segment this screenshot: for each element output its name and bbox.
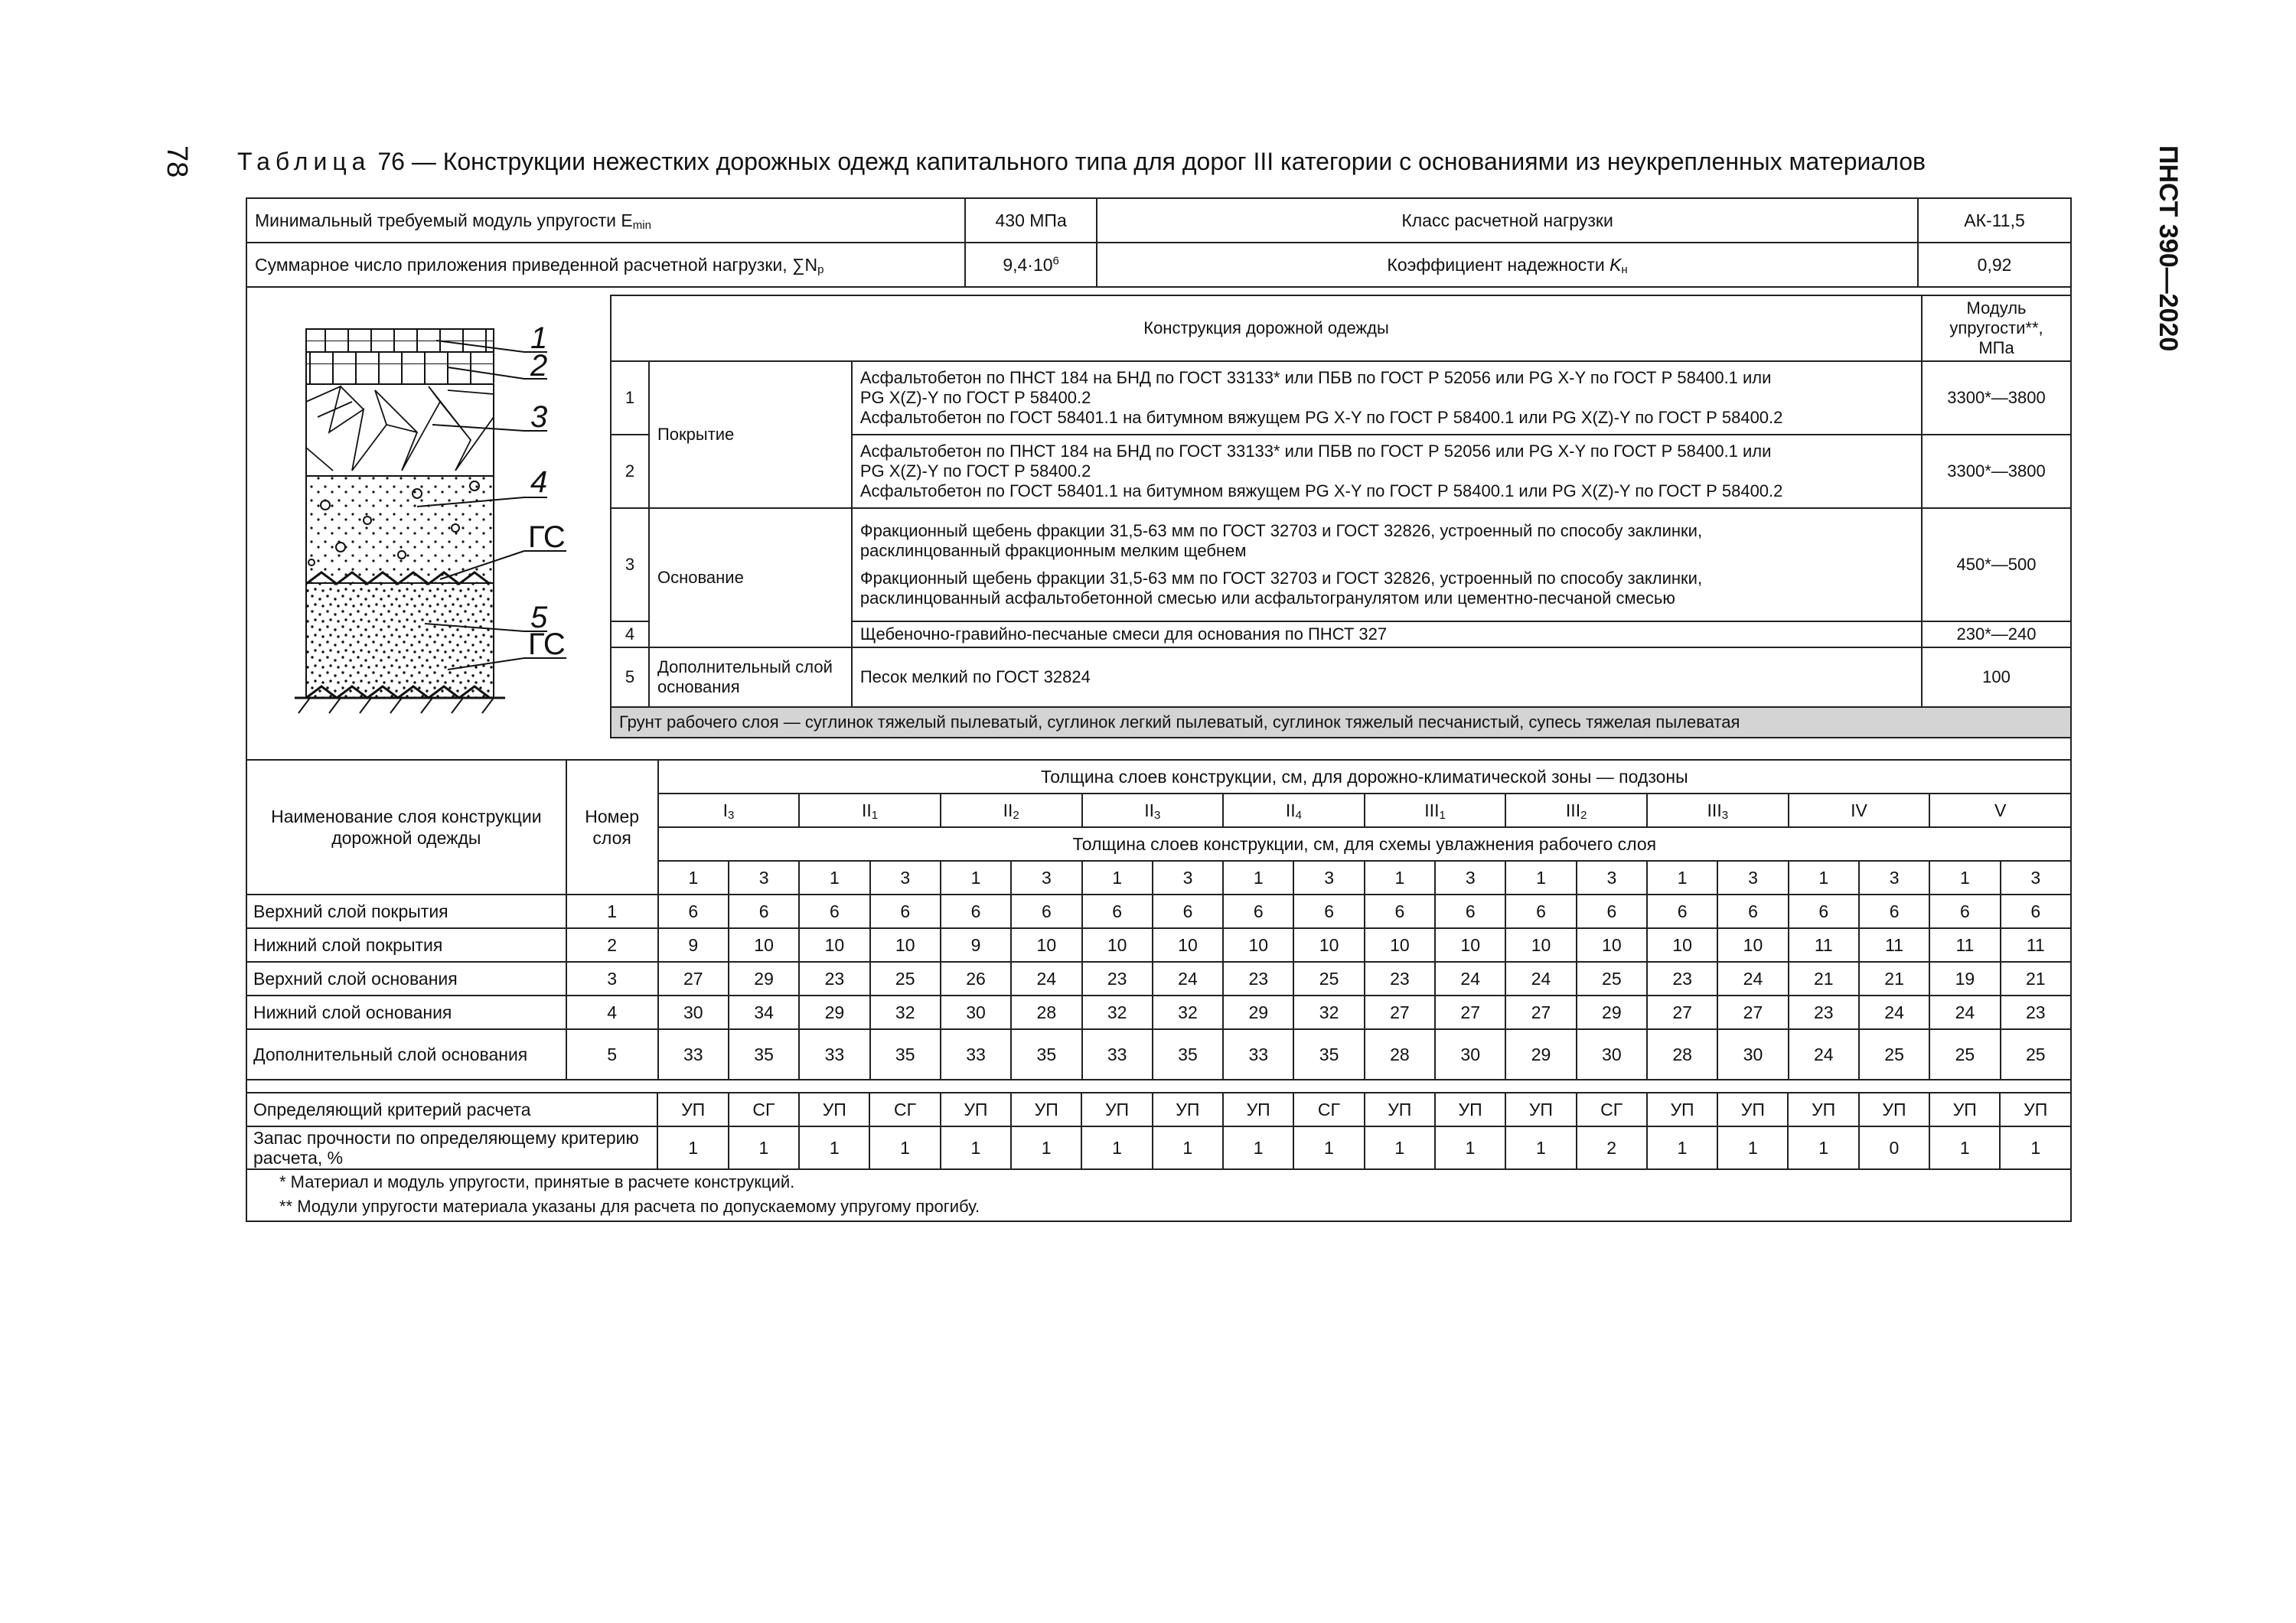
zones-header: Толщина слоев конструкции, см, для дорожно-климатической зоны — подзоны <box>658 760 2071 794</box>
layer-material: Асфальтобетон по ПНСТ 184 на БНД по ГОСТ 33133* или ПБВ по ГОСТ Р 52056 или PG X-Y по ГОСТ Р 58400.1 или PG X(Z)-Y по ГОСТ Р 58400.2 Асфальтобетон по ГОСТ 58401.1 на битумном вяжущем PG X-Y по ГОСТ Р 58400.1 или PG X(Z)-Y по ГОСТ Р 58400.2 <box>852 435 1922 508</box>
load-class-value: АК-11,5 <box>1918 198 2071 243</box>
emin-value: 430 МПа <box>965 198 1097 243</box>
thickness-cell: 30 <box>1435 1029 1505 1080</box>
margin-label: Запас прочности по определяющему критерию расчета, % <box>246 1126 657 1169</box>
page-number: 78 <box>161 145 193 178</box>
zone-header <box>1789 794 1930 827</box>
layer-modulus: 100 <box>1922 647 2071 707</box>
scheme-cell: 1 <box>1505 861 1576 895</box>
scheme-cell: 3 <box>1717 861 1788 895</box>
col-layer-num: Номер слоя <box>566 760 658 895</box>
parameters-table <box>246 197 2072 288</box>
figure-label-5: 5 <box>530 601 548 634</box>
zone-sub: 2 <box>1013 809 1019 822</box>
thickness-cell: 10 <box>1153 928 1223 962</box>
layer-name: Верхний слой покрытия <box>246 895 566 928</box>
scheme-cell: 1 <box>1647 861 1717 895</box>
layer-material: Асфальтобетон по ПНСТ 184 на БНД по ГОСТ 33133* или ПБВ по ГОСТ Р 52056 или PG X-Y по ГОСТ Р 58400.1 или PG X(Z)-Y по ГОСТ Р 58400.2 Асфальтобетон по ГОСТ 58401.1 на битумном вяжущем PG X-Y по ГОСТ Р 58400.1 или PG X(Z)-Y по ГОСТ Р 58400.2 <box>852 361 1922 435</box>
thickness-cell: 23 <box>1789 996 1859 1029</box>
zone-base: III <box>1565 800 1581 820</box>
layer-num: 3 <box>611 508 649 621</box>
criterion-cell: СГ <box>1577 1093 1647 1126</box>
thickness-cell: 24 <box>1153 962 1223 996</box>
thickness-cell: 10 <box>1435 928 1505 962</box>
zone-sub: 1 <box>1439 809 1446 822</box>
thickness-cell: 10 <box>1717 928 1788 962</box>
scheme-cell: 3 <box>1011 861 1081 895</box>
layer-4-gravel-mix <box>306 476 494 583</box>
thickness-cell: 21 <box>1789 962 1859 996</box>
soil-row: Грунт рабочего слоя — суглинок тяжелый пылеватый, суглинок легкий пылеватый, суглинок тяжелый песчанистый, супесь тяжелая пылеватая <box>611 707 2071 738</box>
footnote-1: * Материал и модуль упругости, принятые в расчете конструкций. <box>279 1172 795 1191</box>
zone-header <box>1929 794 2071 827</box>
figure-label-1: 1 <box>530 321 548 355</box>
layer-modulus: 3300*—3800 <box>1922 435 2071 508</box>
margin-cell: 1 <box>1788 1126 1858 1169</box>
margin-cell: 1 <box>1647 1126 1717 1169</box>
zone-header <box>1223 794 1365 827</box>
thickness-cell: 6 <box>870 895 941 928</box>
zone-base: II <box>1003 800 1013 820</box>
thickness-cell: 25 <box>1929 1029 2000 1080</box>
criterion-cell: УП <box>1717 1093 1788 1126</box>
thickness-cell: 25 <box>1293 962 1364 996</box>
criterion-cell: УП <box>657 1093 728 1126</box>
thickness-cell: 30 <box>658 996 729 1029</box>
margin-cell: 1 <box>2000 1126 2071 1169</box>
criterion-cell: СГ <box>869 1093 940 1126</box>
margin-cell: 1 <box>1365 1126 1435 1169</box>
thickness-cell: 33 <box>941 1029 1011 1080</box>
criterion-cell: УП <box>2000 1093 2071 1126</box>
thickness-cell: 32 <box>870 996 941 1029</box>
thickness-cell: 6 <box>1365 895 1435 928</box>
layer-material: Фракционный щебень фракции 31,5-63 мм по ГОСТ 32703 и ГОСТ 32826, устроенный по способу заклинки, расклинцованный фракционным мелким щебнем Фракционный щебень фракции 31,5-63 мм по ГОСТ 32703 и ГОСТ 32826, устроенный по способу заклинки, расклинцованный асфальтобетонной смесью или асфальтогранулятом или цементно-песчаной смесью <box>852 508 1922 621</box>
layer-number: 1 <box>566 895 658 928</box>
thickness-cell: 24 <box>1859 996 1929 1029</box>
scheme-cell: 1 <box>1223 861 1293 895</box>
zone-header <box>1647 794 1789 827</box>
thickness-cell: 11 <box>2001 928 2071 962</box>
thickness-cell: 11 <box>1929 928 2000 962</box>
title-text: 76 — Конструкции нежестких дорожных одежд капитального типа для дорог III категории с основаниями из неукрепленных материалов <box>370 148 1926 175</box>
layers-table <box>610 295 2072 738</box>
layer-num: 1 <box>611 361 649 435</box>
zone-header <box>1082 794 1224 827</box>
criterion-label: Определяющий критерий расчета <box>246 1093 657 1126</box>
thickness-cell: 6 <box>1647 895 1717 928</box>
thickness-cell: 35 <box>1153 1029 1223 1080</box>
thickness-cell: 6 <box>1717 895 1788 928</box>
thickness-cell: 23 <box>1223 962 1293 996</box>
thickness-cell: 10 <box>1082 928 1153 962</box>
thickness-cell: 24 <box>1789 1029 1859 1080</box>
thickness-cell: 23 <box>1365 962 1435 996</box>
criterion-cell: УП <box>799 1093 869 1126</box>
thickness-cell: 6 <box>1223 895 1293 928</box>
thickness-cell: 6 <box>1789 895 1859 928</box>
thickness-cell: 35 <box>1011 1029 1081 1080</box>
zone-sub: 3 <box>1721 809 1729 822</box>
layer-number: 4 <box>566 996 658 1029</box>
zone-header <box>1365 794 1506 827</box>
margin-cell: 1 <box>1717 1126 1788 1169</box>
group-extra: Дополнительный слой основания <box>649 647 852 707</box>
thickness-cell: 9 <box>941 928 1011 962</box>
kn-value: 0,92 <box>1918 243 2071 287</box>
scheme-cell: 3 <box>729 861 799 895</box>
thickness-cell: 6 <box>1435 895 1505 928</box>
thickness-cell: 9 <box>658 928 729 962</box>
thickness-cell: 35 <box>1293 1029 1364 1080</box>
criterion-cell: СГ <box>729 1093 799 1126</box>
scheme-cell: 1 <box>1929 861 2000 895</box>
zone-sub: 2 <box>1580 809 1587 822</box>
zone-base: II <box>1144 800 1155 820</box>
thickness-cell: 27 <box>1365 996 1435 1029</box>
col-layer-name: Наименование слоя конструкции дорожной одежды <box>246 760 566 895</box>
criterion-cell: УП <box>1081 1093 1152 1126</box>
thickness-cell: 29 <box>1577 996 1647 1029</box>
layer-num: 4 <box>611 621 649 647</box>
zone-header <box>1505 794 1647 827</box>
load-class-label: Класс расчетной нагрузки <box>1097 198 1918 243</box>
thickness-cell: 35 <box>729 1029 799 1080</box>
scheme-cell: 1 <box>799 861 869 895</box>
footnotes <box>246 1171 2072 1220</box>
criterion-cell: УП <box>1365 1093 1435 1126</box>
thickness-cell: 24 <box>1011 962 1081 996</box>
thickness-cell: 32 <box>1293 996 1364 1029</box>
table-title <box>237 148 1926 176</box>
criterion-cell: УП <box>1435 1093 1505 1126</box>
thickness-cell: 10 <box>1365 928 1435 962</box>
margin-cell: 1 <box>869 1126 940 1169</box>
thickness-cell: 6 <box>2001 895 2071 928</box>
zone-sub: 3 <box>1154 809 1161 822</box>
criterion-cell: УП <box>1011 1093 1081 1126</box>
layer-3-crushed-stone <box>306 384 494 476</box>
thickness-cell: 6 <box>941 895 1011 928</box>
np-value: $9,4\cdot 10^6$ <box>965 243 1097 287</box>
footnote-2: ** Модули упругости материала указаны для расчета по допускаемому упругому прогибу. <box>279 1197 980 1216</box>
zone-base: III <box>1424 800 1440 820</box>
thickness-cell: 10 <box>1293 928 1364 962</box>
thickness-cell: 24 <box>1505 962 1576 996</box>
thickness-cell: 24 <box>1435 962 1505 996</box>
figure-label-4: 4 <box>530 465 548 499</box>
thickness-cell: 33 <box>1082 1029 1153 1080</box>
layer-name: Дополнительный слой основания <box>246 1029 566 1080</box>
thickness-cell: 11 <box>1789 928 1859 962</box>
zone-sub: 4 <box>1295 809 1302 822</box>
margin-cell: 1 <box>941 1126 1011 1169</box>
scheme-cell: 1 <box>658 861 729 895</box>
group-cover: Покрытие <box>649 361 852 508</box>
thickness-cell: 33 <box>1223 1029 1293 1080</box>
thickness-cell: 27 <box>1505 996 1576 1029</box>
thickness-cell: 26 <box>941 962 1011 996</box>
margin-cell: 1 <box>1011 1126 1081 1169</box>
layer-name: Нижний слой покрытия <box>246 928 566 962</box>
zone-header <box>799 794 941 827</box>
figure-label-3: 3 <box>530 400 548 434</box>
thickness-cell: 35 <box>870 1029 941 1080</box>
thickness-cell: 6 <box>1153 895 1223 928</box>
zone-base: II <box>1285 800 1296 820</box>
criterion-cell: УП <box>1929 1093 2000 1126</box>
zone-base: III <box>1707 800 1722 820</box>
thickness-cell: 33 <box>658 1029 729 1080</box>
scheme-cell: 1 <box>1082 861 1153 895</box>
col-construction: Конструкция дорожной одежды <box>611 295 1922 361</box>
thickness-cell: 25 <box>870 962 941 996</box>
layer-number: 3 <box>566 962 658 996</box>
criterion-cell: УП <box>1647 1093 1717 1126</box>
margin-cell: 1 <box>1153 1126 1223 1169</box>
zone-base: IV <box>1851 800 1867 820</box>
criteria-table <box>246 1092 2072 1170</box>
thickness-cell: 27 <box>1717 996 1788 1029</box>
layer-name: Верхний слой основания <box>246 962 566 996</box>
scheme-cell: 3 <box>2001 861 2071 895</box>
thickness-cell: 27 <box>1435 996 1505 1029</box>
scheme-cell: 3 <box>870 861 941 895</box>
thickness-cell: 30 <box>941 996 1011 1029</box>
scheme-cell: 1 <box>941 861 1011 895</box>
criterion-cell: СГ <box>1293 1093 1364 1126</box>
margin-cell: 1 <box>657 1126 728 1169</box>
thickness-cell: 6 <box>1293 895 1364 928</box>
thickness-cell: 6 <box>729 895 799 928</box>
thickness-cell: 27 <box>1647 996 1717 1029</box>
thickness-cell: 27 <box>658 962 729 996</box>
thickness-cell: 6 <box>1011 895 1081 928</box>
scheme-cell: 3 <box>1293 861 1364 895</box>
layer-5-sand <box>306 583 494 698</box>
thickness-table <box>246 759 2072 1080</box>
thickness-cell: 10 <box>870 928 941 962</box>
scheme-cell: 3 <box>1859 861 1929 895</box>
scheme-cell: 1 <box>1365 861 1435 895</box>
figure-label-gs-lower: ГС <box>528 627 566 661</box>
thickness-cell: 10 <box>1223 928 1293 962</box>
thickness-cell: 28 <box>1647 1029 1717 1080</box>
thickness-cell: 19 <box>1929 962 2000 996</box>
criterion-cell: УП <box>1859 1093 1929 1126</box>
layer-number: 2 <box>566 928 658 962</box>
thickness-cell: 21 <box>1859 962 1929 996</box>
layer-num: 2 <box>611 435 649 508</box>
thickness-cell: 10 <box>1577 928 1647 962</box>
layer-material: Песок мелкий по ГОСТ 32824 <box>852 647 1922 707</box>
criterion-cell: УП <box>1505 1093 1576 1126</box>
layer-modulus: 450*—500 <box>1922 508 2071 621</box>
zone-header <box>658 794 800 827</box>
scheme-cell: 3 <box>1153 861 1223 895</box>
layer-material: Щебеночно-гравийно-песчаные смеси для основания по ПНСТ 327 <box>852 621 1922 647</box>
thickness-cell: 30 <box>1717 1029 1788 1080</box>
thickness-cell: 23 <box>1647 962 1717 996</box>
scheme-cell: 1 <box>1789 861 1859 895</box>
zone-base: II <box>862 800 872 820</box>
col-modulus: Модуль упругости**, МПа <box>1922 295 2071 361</box>
scheme-cell: 3 <box>1577 861 1647 895</box>
scheme-cell: 3 <box>1435 861 1505 895</box>
margin-cell: 1 <box>1929 1126 2000 1169</box>
thickness-cell: 33 <box>799 1029 869 1080</box>
np-label: Суммарное число приложения приведенной расчетной нагрузки, $\sum N_р$ <box>246 243 965 287</box>
thickness-cell: 34 <box>729 996 799 1029</box>
emin-label: Минимальный требуемый модуль упругости $E_{min}$ <box>246 198 965 243</box>
thickness-cell: 29 <box>729 962 799 996</box>
thickness-cell: 23 <box>799 962 869 996</box>
margin-cell: 1 <box>729 1126 799 1169</box>
criterion-cell: УП <box>1788 1093 1858 1126</box>
thickness-cell: 6 <box>1577 895 1647 928</box>
thickness-cell: 10 <box>1505 928 1576 962</box>
thickness-cell: 25 <box>1577 962 1647 996</box>
layer-name: Нижний слой основания <box>246 996 566 1029</box>
thickness-cell: 6 <box>1082 895 1153 928</box>
margin-cell: 1 <box>799 1126 869 1169</box>
layer-modulus: 3300*—3800 <box>1922 361 2071 435</box>
pavement-cross-section-figure <box>295 318 593 715</box>
criterion-cell: УП <box>941 1093 1011 1126</box>
layer-1-hatch <box>306 329 494 352</box>
thickness-cell: 32 <box>1082 996 1153 1029</box>
thickness-cell: 6 <box>1859 895 1929 928</box>
document-code: ПНСТ 390—2020 <box>2154 145 2183 352</box>
scheme-header: Толщина слоев конструкции, см, для схемы увлажнения рабочего слоя <box>658 827 2071 861</box>
thickness-cell: 24 <box>1929 996 2000 1029</box>
thickness-cell: 25 <box>1859 1029 1929 1080</box>
thickness-cell: 30 <box>1577 1029 1647 1080</box>
thickness-cell: 28 <box>1011 996 1081 1029</box>
thickness-cell: 29 <box>1223 996 1293 1029</box>
figure-label-gs-upper: ГС <box>528 520 566 554</box>
thickness-cell: 32 <box>1153 996 1223 1029</box>
thickness-cell: 10 <box>729 928 799 962</box>
thickness-cell: 10 <box>1647 928 1717 962</box>
thickness-cell: 24 <box>1717 962 1788 996</box>
thickness-cell: 6 <box>799 895 869 928</box>
thickness-cell: 11 <box>1859 928 1929 962</box>
margin-cell: 1 <box>1505 1126 1576 1169</box>
thickness-cell: 23 <box>1082 962 1153 996</box>
thickness-cell: 23 <box>2001 996 2071 1029</box>
thickness-cell: 25 <box>2001 1029 2071 1080</box>
thickness-cell: 6 <box>658 895 729 928</box>
zone-base: I <box>722 800 728 820</box>
margin-cell: 1 <box>1223 1126 1293 1169</box>
thickness-cell: 21 <box>2001 962 2071 996</box>
title-prefix: Таблица <box>237 148 371 175</box>
thickness-cell: 28 <box>1365 1029 1435 1080</box>
layer-modulus: 230*—240 <box>1922 621 2071 647</box>
layer-2-hatch <box>306 352 494 384</box>
margin-cell: 1 <box>1435 1126 1505 1169</box>
figure-label-2: 2 <box>530 349 548 383</box>
thickness-cell: 10 <box>799 928 869 962</box>
kn-label: Коэффициент надежности $K_н$ <box>1097 243 1918 287</box>
layer-number: 5 <box>566 1029 658 1080</box>
thickness-cell: 29 <box>799 996 869 1029</box>
thickness-cell: 6 <box>1929 895 2000 928</box>
group-base: Основание <box>649 508 852 647</box>
thickness-cell: 6 <box>1505 895 1576 928</box>
zone-base: V <box>1994 800 2007 820</box>
margin-cell: 2 <box>1577 1126 1647 1169</box>
zone-sub: 1 <box>871 809 879 822</box>
thickness-cell: 10 <box>1011 928 1081 962</box>
zone-sub: 3 <box>727 809 735 822</box>
thickness-cell: 29 <box>1505 1029 1576 1080</box>
layer-num: 5 <box>611 647 649 707</box>
zone-header <box>941 794 1082 827</box>
criterion-cell: УП <box>1153 1093 1223 1126</box>
margin-cell: 1 <box>1081 1126 1152 1169</box>
margin-cell: 1 <box>1293 1126 1364 1169</box>
criterion-cell: УП <box>1223 1093 1293 1126</box>
margin-cell: 0 <box>1859 1126 1929 1169</box>
